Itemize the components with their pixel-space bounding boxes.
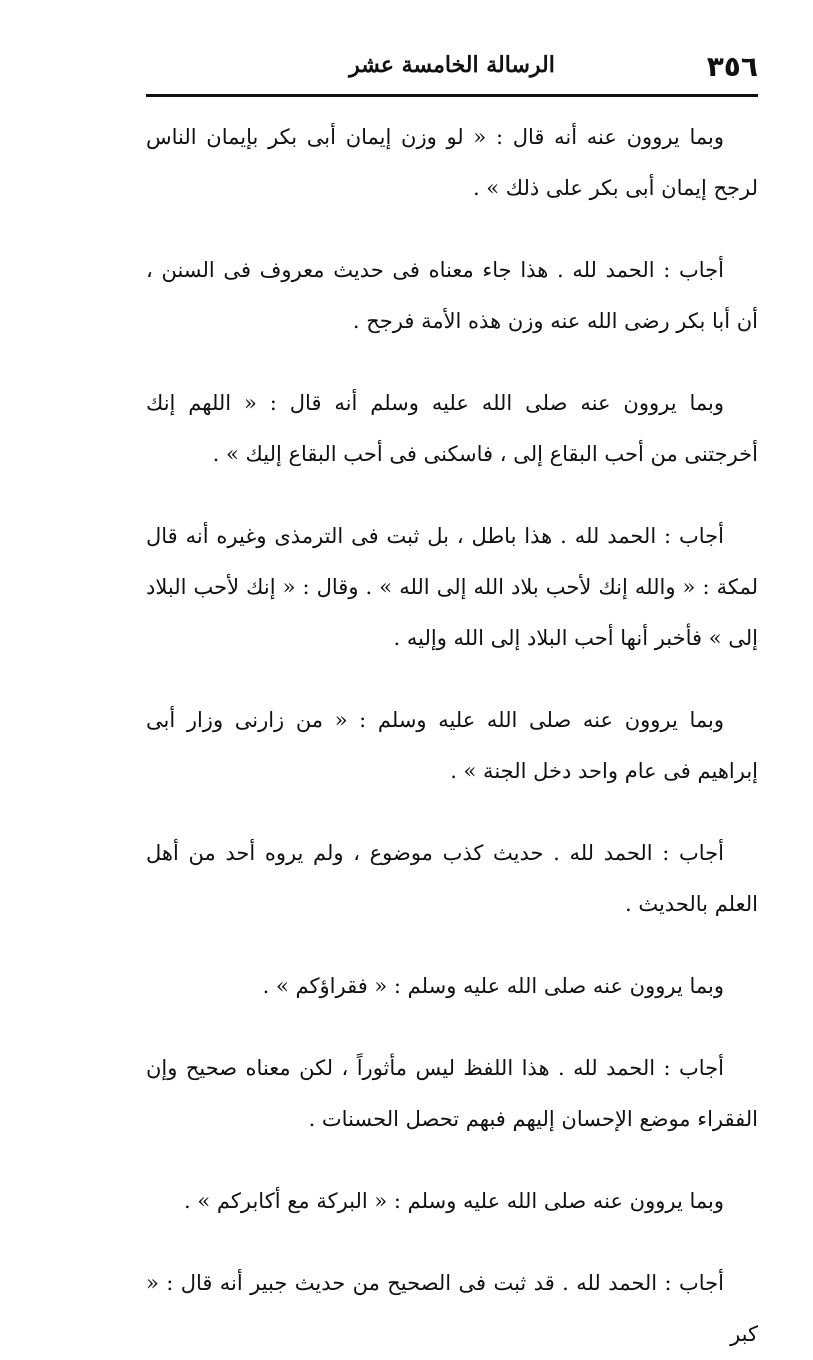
header-rule: [146, 94, 758, 97]
body-text: [146, 112, 758, 1360]
paragraph-question: وبما يروون عنه صلى الله عليه وسلم أنه قال : « اللهم إنك أخرجتنى من أحب البقاع إلى ، فاسكنى فى أحب البقاع إليك » .: [146, 391, 758, 466]
paragraph-answer: أجاب : الحمد لله . هذا اللفظ ليس مأثوراً ، لكن معناه صحيح وإن الفقراء موضع الإحسان إليهم فبهم تحصل الحسنات .: [146, 1056, 758, 1131]
running-title: الرسالة الخامسة عشر: [349, 52, 555, 78]
page-header: [146, 44, 758, 94]
page-number: ٣٥٦: [706, 50, 758, 83]
paragraph-answer: أجاب : الحمد لله . حديث كذب موضوع ، ولم يروه أحد من أهل العلم بالحديث .: [146, 841, 758, 916]
paragraph-answer: أجاب : الحمد لله . هذا جاء معناه فى حديث معروف فى السنن ، أن أبا بكر رضى الله عنه وزن هذه الأمة فرجح .: [146, 258, 758, 333]
paragraph-question: وبما يروون عنه صلى الله عليه وسلم : « البركة مع أكابركم » .: [184, 1189, 724, 1213]
paragraph-answer: أجاب : الحمد لله . هذا باطل ، بل ثبت فى الترمذى وغيره أنه قال لمكة : « والله إنك لأحب بلاد الله إلى الله » . وقال : « إنك لأحب البلاد إلى » فأخبر أنها أحب البلاد إلى الله وإليه .: [146, 524, 758, 650]
paragraph-answer: أجاب : الحمد لله . قد ثبت فى الصحيح من حديث جبير أنه قال : « كبر: [146, 1271, 758, 1346]
paragraph-question: وبما يروون عنه أنه قال : « لو وزن إيمان أبى بكر بإيمان الناس لرجح إيمان أبى بكر على ذلك » .: [146, 125, 758, 200]
paragraph-question: وبما يروون عنه صلى الله عليه وسلم : « فقراؤكم » .: [262, 974, 724, 998]
paragraph-question: وبما يروون عنه صلى الله عليه وسلم : « من زارنى وزار أبى إبراهيم فى عام واحد دخل الجنة » .: [146, 708, 758, 783]
